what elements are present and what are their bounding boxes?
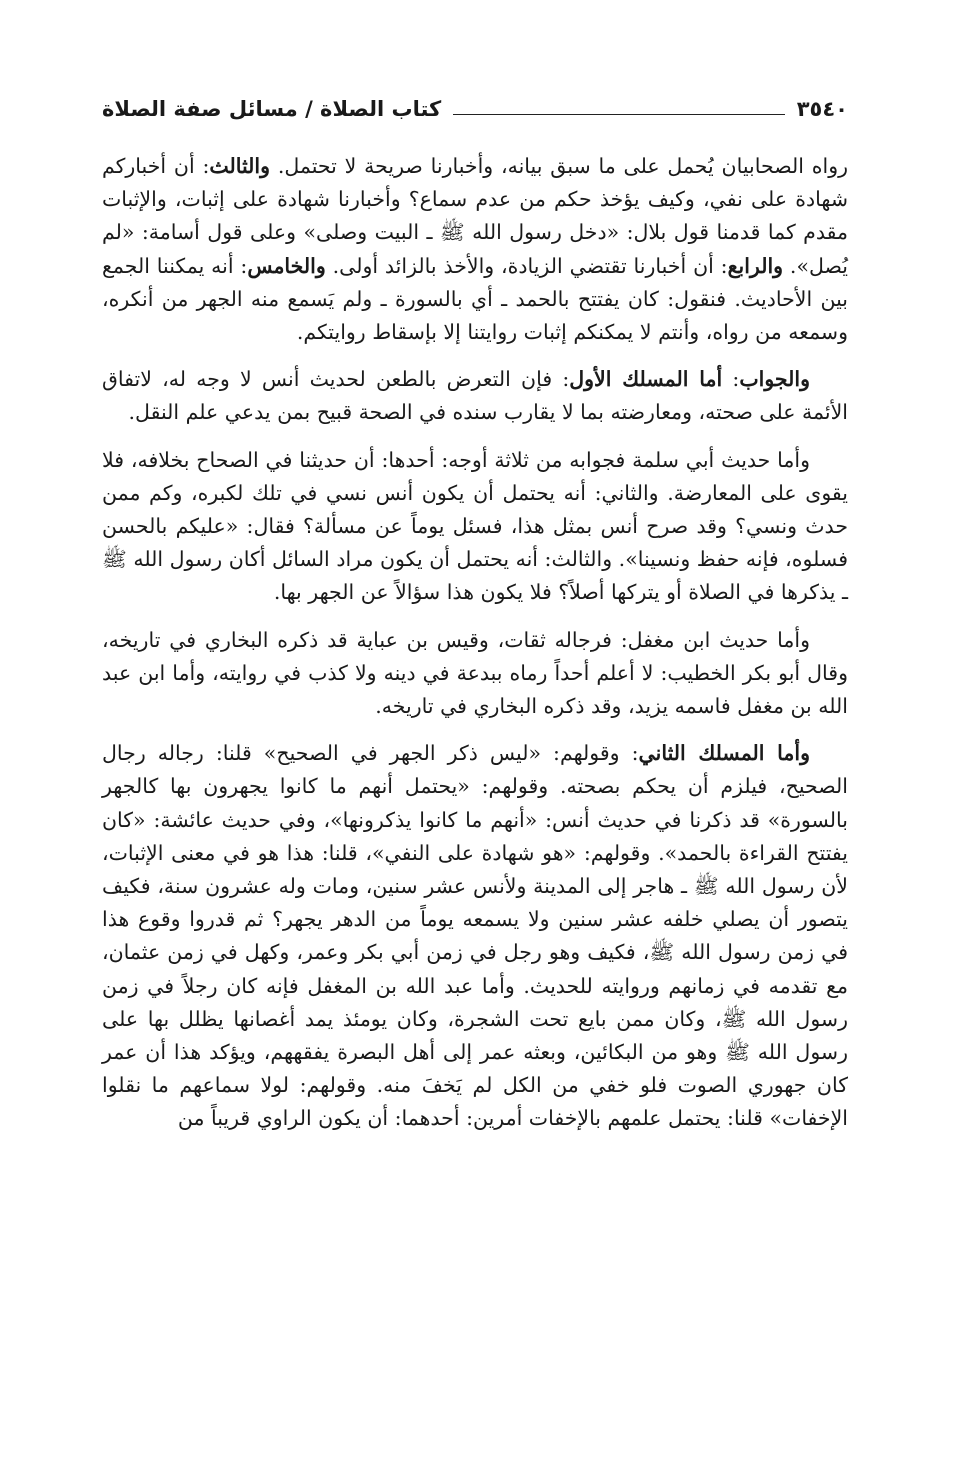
text-run: رواه الصحابيان يُحمل على ما سبق بيانه، وأخبارنا صريحة لا تحتمل.	[270, 154, 848, 178]
page-number: ٣٥٤٠	[796, 97, 848, 121]
text-run: وأما حديث أبي سلمة فجوابه من ثلاثة أوجه: أحدها: أن حديثنا في الصحاح بخلافه، فلا يقوى على المعارضة. والثاني: أنه يحتمل أن يكون أنس نسي في تلك لكبره، وكم ممن حدث ونسي؟ وقد صرح أنس بمثل هذا، فسئل يوماً عن مسألة؟ فقال: «عليكم بالحسن فسلوه، فإنه حفظ ونسينا». والثالث: أنه يحتمل أن يكون مراد السائل أكان رسول الله ﷺ ـ يذكرها في الصلاة أو يتركها أصلاً؟ فلا يكون هذا سؤالاً عن الجهر بها.	[102, 447, 848, 605]
bold-term: والثالث	[209, 154, 271, 178]
bold-term: والجواب	[739, 367, 810, 392]
running-title: كتاب الصلاة / مسائل صفة الصلاة	[102, 97, 442, 121]
text-run: وأما حديث ابن مغفل: فرجاله ثقات، وقيس بن عباية قد ذكره البخاري في تاريخه، وقال أبو بكر الخطيب: لا أعلم أحداً رماه ببدعة في دينه ولا كذب في روايته، وأما ابن عبد الله بن مغفل فاسمه يزيد، وقد ذكره البخاري في تاريخه.	[102, 627, 848, 719]
text-run: : أنه يمكننا الجمع بين الأحاديث. فنقول: كان يفتتح بالحمد ـ أي بالسورة ـ ولم يَسمع منه الجهر من أنكره، وسمعه من رواه، وأنتم لا يمكنكم إثبات روايتنا إلا بإسقاط روايتكم.	[102, 253, 848, 345]
text-run: : وقولهم: «ليس ذكر الجهر في الصحيح» قلنا: رجاله رجال الصحيح، فيلزم أن يحكم بصحته. وقولهم: «يحتمل أنهم ما كانوا يجهرون بها كالجهر بالسورة» قد ذكرنا في حديث أنس: «أنهم ما كانوا يذكرونها»، وفي حديث عائشة: «كان يفتتح القراءة بالحمد». وقولهم: «هو شهادة على النفي»، قلنا: هذا هو في معنى الإثبات، لأن رسول الله ﷺ ـ هاجر إلى المدينة ولأنس عشر سنين، ومات وله عشرون سنة، فكيف يتصور أن يصلي خلفه عشر سنين ولا يسمعه يوماً من الدهر يجهر؟ ثم قدروا وقوع هذا في زمن رسول الله ﷺ، فكيف وهو رجل في زمن أبي بكر وعمر، وكهل في زمن عثمان، مع تقدمه في زمانهم وروايته للحديث. وأما عبد الله بن المغفل فإنه كان رجلاً في زمن رسول الله ﷺ، وكان ممن بايع تحت الشجرة، وكان يومئذ يمد أغصانها يظلل بها على رسول الله ﷺ وهو من البكائين، وبعثه عمر إلى أهل البصرة يفقههم، ويؤكد هذا أن عمر كان جهوري الصوت فلو خفي من الكل لم يَخفَ منه. وقولهم: لولا سماعهم ما نقلوا الإخفات» قلنا: يحتمل علمهم بالإخفات أمرين: أحدهما: أن يكون الراوي قريباً من	[102, 741, 848, 1131]
text-run: : فإن التعرض بالطعن لحديث أنس لا وجه له، لاتفاق الأئمة على صحته، ومعارضته بما لا يقارب سنده في الصحة قبيح بمن يدعي علم النقل.	[102, 367, 848, 425]
bold-term: وأما المسلك الثاني	[638, 741, 810, 766]
header-rule	[453, 114, 784, 115]
paragraph	[102, 150, 848, 349]
text-run: : أن أخباركم شهادة على نفي، وكيف يؤخذ حكم من عدم سماع؟ وأخبارنا شهادة على إثبات، والإثبات مقدم كما قدمنا قول بلال: «دخل رسول الله ﷺ ـ البيت وصلى» وعلى قول أسامة: «لم يُصل».	[102, 154, 848, 278]
paragraph	[102, 444, 848, 610]
text-run: :	[722, 367, 740, 392]
page-body	[102, 150, 848, 1150]
page-header	[102, 88, 848, 130]
bold-term: والرابع	[727, 253, 784, 278]
bold-term: والخامس	[247, 253, 326, 278]
text-run: : أن أخبارنا تقتضي الزيادة، والأخذ بالزائد أولى.	[325, 253, 728, 278]
bold-term: أما المسلك الأول	[569, 367, 723, 392]
paragraph	[102, 624, 848, 724]
paragraph	[102, 363, 848, 429]
paragraph	[102, 737, 848, 1135]
